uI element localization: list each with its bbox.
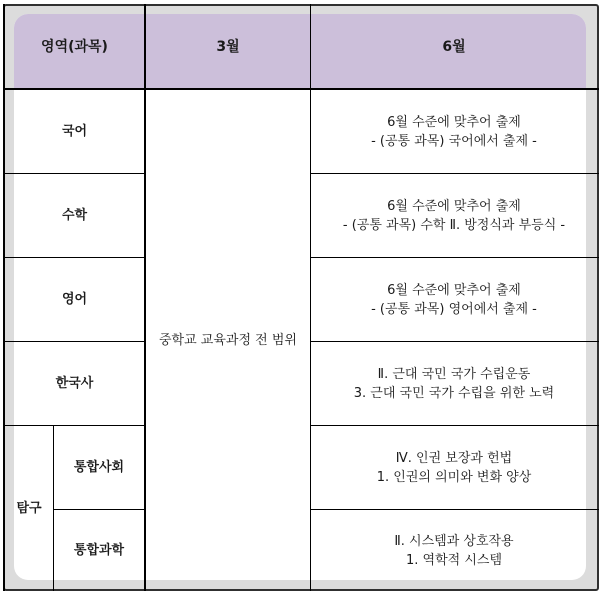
header-june: 6월 — [442, 38, 466, 55]
june-history — [311, 342, 597, 425]
june-social — [311, 426, 597, 509]
subject-history: 한국사 — [55, 376, 94, 391]
march-scope: 중학교 교육과정 전 범위 — [159, 333, 297, 348]
june-korean — [311, 90, 597, 173]
subject-science: 통합과학 — [73, 543, 125, 558]
subject-inquiry: 탐구 — [16, 501, 42, 516]
subject-english: 영어 — [61, 292, 88, 307]
june-history-line-1: Ⅱ. 근대 국민 국가 수립운동 — [377, 366, 531, 382]
subject-korean: 국어 — [61, 124, 88, 139]
june-english — [311, 258, 597, 341]
header-march: 3월 — [216, 38, 240, 55]
june-science — [311, 510, 597, 591]
june-korean-line-2: - (공통 과목) 국어에서 출제 - — [371, 133, 537, 149]
june-social-line-1: Ⅳ. 인권 보장과 헌법 — [395, 450, 513, 466]
june-korean-line-1: 6월 수준에 맞추어 출제 — [387, 114, 521, 130]
subject-social: 통합사회 — [73, 460, 125, 475]
june-english-line-1: 6월 수준에 맞추어 출제 — [387, 282, 521, 298]
june-math-line-1: 6월 수준에 맞추어 출제 — [387, 198, 521, 214]
june-social-line-2: 1. 인권의 의미와 변화 양상 — [376, 469, 532, 485]
june-math — [311, 174, 597, 257]
subject-math: 수학 — [61, 208, 88, 223]
june-english-line-2: - (공통 과목) 영어에서 출제 - — [371, 301, 537, 317]
june-science-line-2: 1. 역학적 시스템 — [405, 552, 503, 568]
june-history-line-2: 3. 근대 국민 국가 수립을 위한 노력 — [353, 385, 555, 401]
june-math-line-2: - (공통 과목) 수학 Ⅱ. 방정식과 부등식 - — [342, 217, 566, 233]
header-area: 영역(과목) — [41, 38, 108, 55]
june-science-line-1: Ⅱ. 시스템과 상호작용 — [394, 533, 514, 549]
